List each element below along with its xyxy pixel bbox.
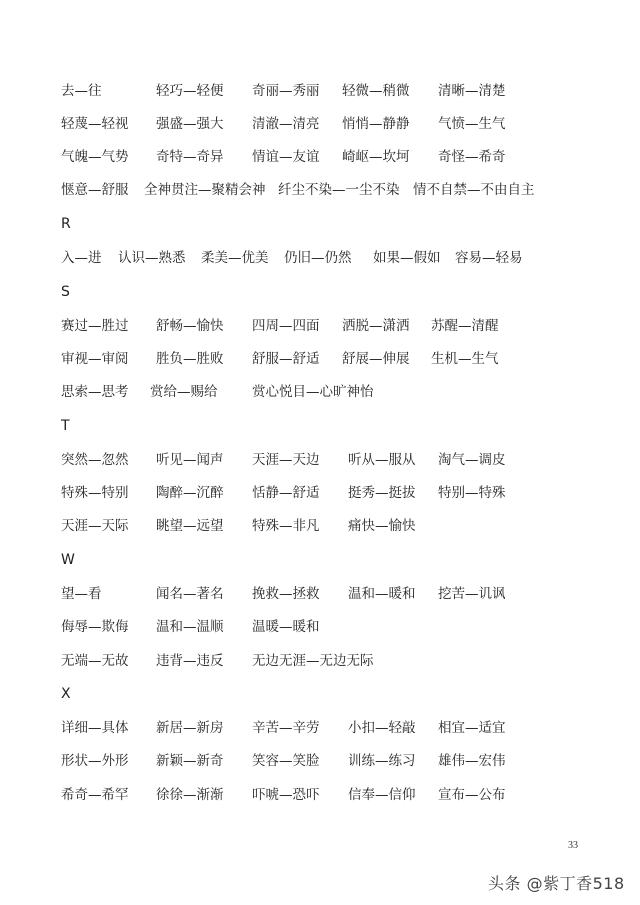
synonym-pair: 特殊—非凡 (252, 518, 320, 534)
synonym-pair: 详细—具体 (61, 720, 129, 736)
synonym-pair: 思索—思考 (61, 384, 129, 400)
synonym-row (0, 81, 640, 101)
synonym-pair: 痛快—愉快 (348, 518, 416, 534)
synonym-pair: 听见—闻声 (156, 452, 224, 468)
synonym-pair: 形状—外形 (61, 753, 129, 769)
synonym-pair: 情不自禁—不由自主 (413, 182, 535, 198)
synonym-pair: 舒服—舒适 (252, 351, 320, 367)
synonym-row (0, 718, 640, 738)
synonym-pair: 徐徐—渐渐 (156, 787, 224, 803)
synonym-pair: 淘气—调皮 (438, 452, 506, 468)
synonym-pair: 相宜—适宜 (438, 720, 506, 736)
synonym-pair: 无边无涯—无边无际 (252, 653, 374, 669)
synonym-pair: 气愤—生气 (438, 116, 506, 132)
synonym-pair: 悄悄—静静 (342, 116, 410, 132)
synonym-pair: 清晰—清楚 (438, 83, 506, 99)
synonym-row (0, 785, 640, 805)
synonym-pair: 四周—四面 (252, 318, 320, 334)
synonym-row (0, 180, 640, 200)
section-letter: X (61, 686, 71, 702)
synonym-row (0, 516, 640, 536)
synonym-pair: 听从—服从 (348, 452, 416, 468)
synonym-pair: 情谊—友谊 (252, 149, 320, 165)
section-letter: R (61, 216, 71, 232)
synonym-pair: 容易—轻易 (455, 250, 523, 266)
synonym-pair: 无端—无故 (61, 653, 129, 669)
watermark: 头条 @紫丁香518 (488, 874, 625, 893)
synonym-pair: 轻微—稍微 (342, 83, 410, 99)
synonym-pair: 奇怪—希奇 (438, 149, 506, 165)
synonym-pair: 赛过—胜过 (61, 318, 129, 334)
synonym-pair: 侮辱—欺侮 (61, 619, 129, 635)
synonym-pair: 特殊—特别 (61, 485, 129, 501)
synonym-pair: 天涯—天际 (61, 518, 129, 534)
synonym-pair: 挖苦—讥讽 (438, 586, 506, 602)
synonym-pair: 新颖—新奇 (156, 753, 224, 769)
section-letter: W (61, 552, 75, 568)
synonym-pair: 舒畅—愉快 (156, 318, 224, 334)
synonym-pair: 特别—特殊 (438, 485, 506, 501)
synonym-pair: 入—进 (61, 250, 102, 266)
synonym-pair: 崎岖—坎坷 (342, 149, 410, 165)
synonym-row (0, 751, 640, 771)
synonym-pair: 去—往 (61, 83, 102, 99)
synonym-pair: 天涯—天边 (252, 452, 320, 468)
section-heading-s (0, 282, 640, 302)
synonym-pair: 违背—违反 (156, 653, 224, 669)
synonym-pair: 笑容—笑脸 (252, 753, 320, 769)
synonym-pair: 纤尘不染—一尘不染 (278, 182, 400, 198)
synonym-pair: 吓唬—恐吓 (252, 787, 320, 803)
synonym-row (0, 382, 640, 402)
synonym-pair: 温和—暖和 (348, 586, 416, 602)
synonym-pair: 胜负—胜败 (156, 351, 224, 367)
synonym-pair: 温和—温顺 (156, 619, 224, 635)
synonym-pair: 清澈—清亮 (252, 116, 320, 132)
section-heading-x (0, 684, 640, 704)
synonym-pair: 眺望—远望 (156, 518, 224, 534)
synonym-pair: 小扣—轻敲 (348, 720, 416, 736)
synonym-pair: 赏给—赐给 (150, 384, 218, 400)
page-number: 33 (568, 840, 578, 851)
synonym-pair: 舒展—伸展 (342, 351, 410, 367)
synonym-pair: 仍旧—仍然 (284, 250, 352, 266)
synonym-pair: 挽救—拯救 (252, 586, 320, 602)
section-heading-r (0, 214, 640, 234)
synonym-row (0, 316, 640, 336)
synonym-pair: 轻巧—轻便 (156, 83, 224, 99)
synonym-pair: 突然—忽然 (61, 452, 129, 468)
synonym-pair: 气魄—气势 (61, 149, 129, 165)
section-heading-w (0, 550, 640, 570)
synonym-row (0, 248, 640, 268)
synonym-pair: 惬意—舒服 (61, 182, 129, 198)
synonym-row (0, 651, 640, 671)
synonym-row (0, 349, 640, 369)
synonym-pair: 全神贯注—聚精会神 (144, 182, 266, 198)
section-letter: S (61, 284, 70, 300)
synonym-row (0, 114, 640, 134)
synonym-pair: 新居—新房 (156, 720, 224, 736)
synonym-row (0, 584, 640, 604)
synonym-pair: 希奇—希罕 (61, 787, 129, 803)
section-heading-t (0, 416, 640, 436)
synonym-pair: 奇特—奇异 (156, 149, 224, 165)
synonym-pair: 辛苦—辛劳 (252, 720, 320, 736)
synonym-pair: 信奉—信仰 (348, 787, 416, 803)
synonym-pair: 温暖—暖和 (252, 619, 320, 635)
synonym-pair: 洒脱—潇洒 (342, 318, 410, 334)
synonym-pair: 雄伟—宏伟 (438, 753, 506, 769)
synonym-pair: 闻名—著名 (156, 586, 224, 602)
synonym-row (0, 450, 640, 470)
synonym-pair: 苏醒—清醒 (431, 318, 499, 334)
synonym-pair: 恬静—舒适 (252, 485, 320, 501)
synonym-pair: 轻蔑—轻视 (61, 116, 129, 132)
synonym-pair: 训练—练习 (348, 753, 416, 769)
synonym-pair: 认识—熟悉 (118, 250, 186, 266)
synonym-pair: 奇丽—秀丽 (252, 83, 320, 99)
section-letter: T (61, 418, 70, 434)
synonym-pair: 如果—假如 (373, 250, 441, 266)
synonym-pair: 强盛—强大 (156, 116, 224, 132)
synonym-pair: 宣布—公布 (438, 787, 506, 803)
synonym-row (0, 483, 640, 503)
synonym-pair: 审视—审阅 (61, 351, 129, 367)
synonym-pair: 赏心悦目—心旷神怡 (252, 384, 374, 400)
synonym-row (0, 617, 640, 637)
synonym-row (0, 147, 640, 167)
synonym-pair: 陶醉—沉醉 (156, 485, 224, 501)
synonym-pair: 柔美—优美 (201, 250, 269, 266)
synonym-pair: 生机—生气 (431, 351, 499, 367)
synonym-pair: 望—看 (61, 586, 102, 602)
synonym-pair: 挺秀—挺拔 (348, 485, 416, 501)
